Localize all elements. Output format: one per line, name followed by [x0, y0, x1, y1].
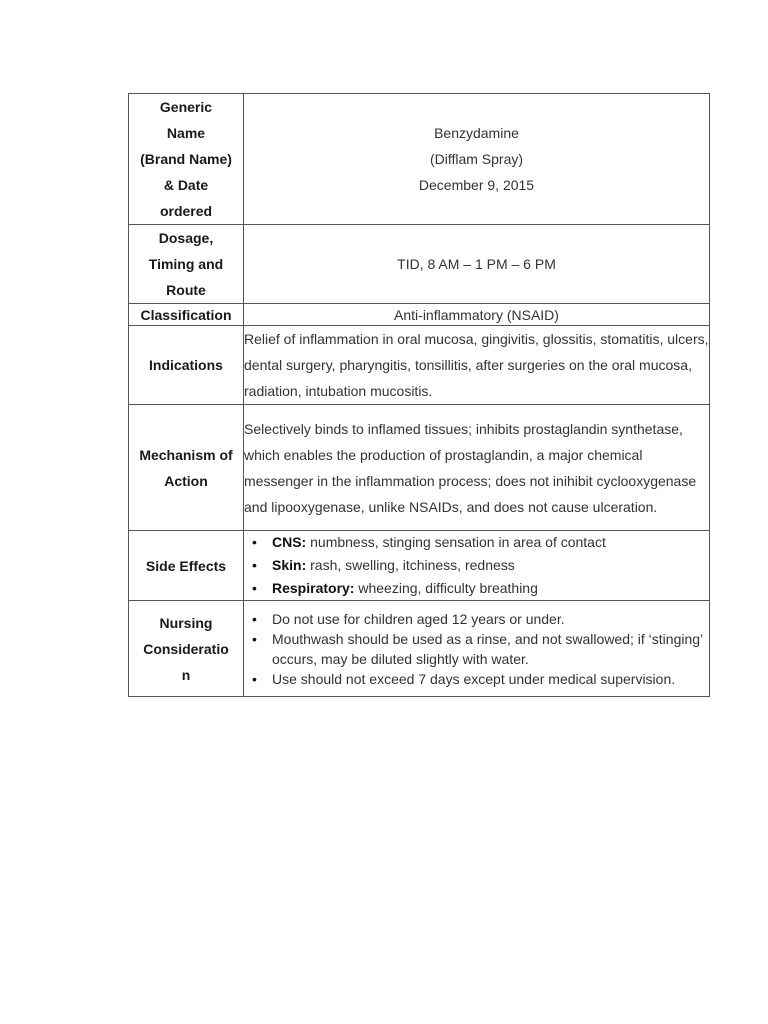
side-effects-value	[244, 531, 710, 601]
label-line: & Date	[163, 177, 209, 193]
side-effect-text: rash, swelling, itchiness, redness	[306, 557, 515, 573]
drug-info-table	[128, 93, 710, 697]
row-dosage	[129, 225, 710, 304]
nursing-list	[244, 609, 709, 689]
label-line: Dosage,	[158, 230, 214, 246]
side-effects-list	[244, 531, 709, 600]
label-line: Generic	[159, 99, 213, 115]
indications-value: Relief of inflammation in oral mucosa, gingivitis, glossitis, stomatitis, ulcers, dental surgery, pharyngitis, tonsillitis, after surgeries on the oral mucosa, radiation, intubation mucositis.	[244, 326, 710, 405]
row-generic-name	[129, 94, 710, 225]
label-line: Nursing	[159, 614, 213, 631]
row-mechanism	[129, 405, 710, 531]
label-line: (Brand Name)	[140, 151, 232, 167]
classification-value: Anti-inflammatory (NSAID)	[244, 304, 710, 326]
label-line: n	[181, 666, 191, 683]
side-effect-category: Skin:	[272, 557, 307, 573]
side-effects-label: Side Effects	[129, 531, 244, 601]
date-ordered: December 9, 2015	[418, 177, 535, 193]
list-item: • Use should not exceed 7 days except under medical supervision.	[272, 669, 709, 689]
generic-name-label	[129, 94, 244, 225]
brand-name: (Difflam Spray)	[429, 151, 524, 167]
side-effect-text: numbness, stinging sensation in area of contact	[306, 534, 606, 550]
label-line: Mechanism of	[139, 446, 233, 463]
row-side-effects	[129, 531, 710, 601]
side-effect-text: wheezing, difficulty breathing	[354, 580, 538, 596]
list-item: • Mouthwash should be used as a rinse, and not swallowed; if ‘stinging’ occurs, may be diluted slightly with water.	[272, 629, 709, 669]
mechanism-label	[129, 405, 244, 531]
side-effect-category: CNS:	[272, 534, 307, 550]
list-item	[272, 531, 709, 554]
nursing-label	[129, 601, 244, 697]
label-line: Timing and	[148, 256, 224, 272]
label-line: Name	[166, 125, 206, 141]
row-indications	[129, 326, 710, 405]
dosage-value: TID, 8 AM – 1 PM – 6 PM	[244, 225, 710, 304]
generic-name: Benzydamine	[434, 125, 519, 141]
list-item	[272, 554, 709, 577]
label-line: Action	[164, 472, 208, 489]
label-line: Route	[166, 282, 206, 298]
dosage-label	[129, 225, 244, 304]
list-item	[272, 577, 709, 600]
classification-label: Classification	[129, 304, 244, 326]
row-nursing	[129, 601, 710, 697]
mechanism-value: Selectively binds to inflamed tissues; inhibits prostaglandin synthetase, which enables the production of prostaglandin, a major chemical messenger in the inflammation process; does not inihibit cyclooxygenase and lipooxygenase, unlike NSAIDs, and does not cause ulceration.	[244, 405, 710, 531]
row-classification	[129, 304, 710, 326]
generic-name-value	[244, 94, 710, 225]
list-item: • Do not use for children aged 12 years or under.	[272, 609, 709, 629]
nursing-value	[244, 601, 710, 697]
side-effect-category: Respiratory:	[272, 580, 355, 596]
label-line: Consideratio	[143, 640, 229, 657]
label-line: ordered	[159, 203, 213, 219]
indications-label: Indications	[129, 326, 244, 405]
